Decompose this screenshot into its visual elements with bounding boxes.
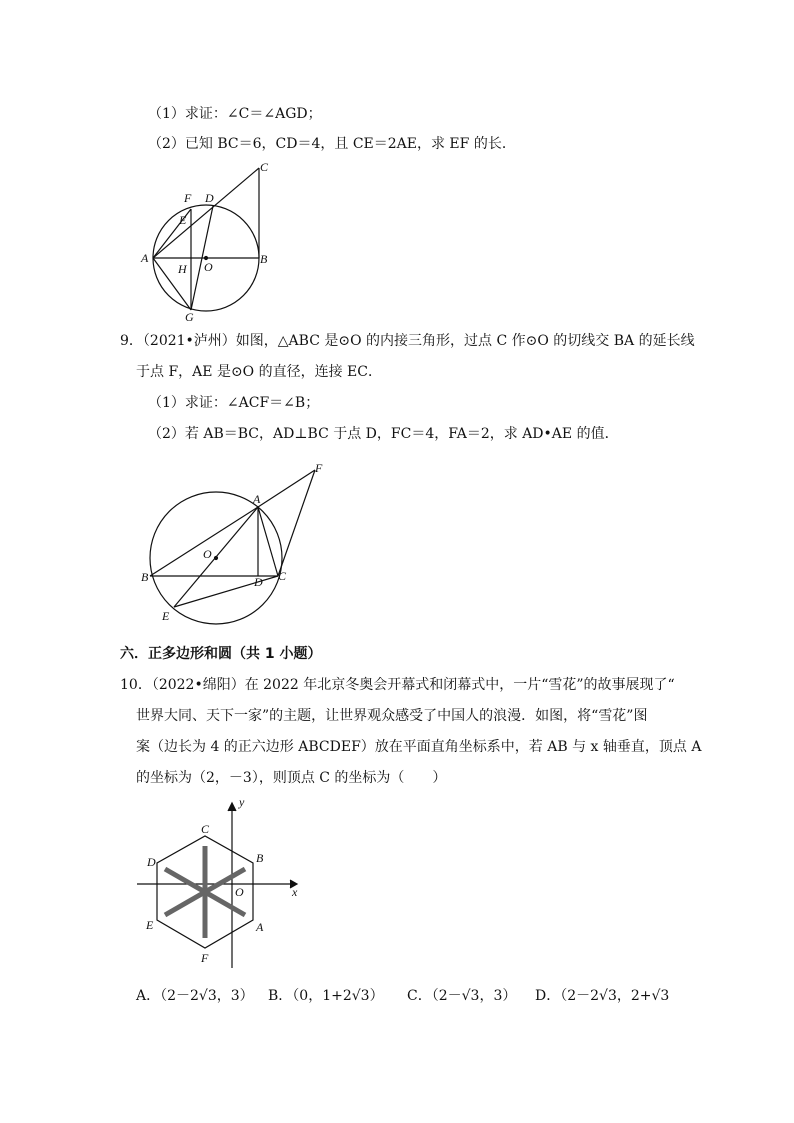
- q9-line2: 于点 F，AE 是⊙O 的直径，连接 EC．: [136, 364, 382, 380]
- q8-part2: （2）已知 BC＝6，CD＝4，且 CE＝2AE，求 EF 的长．: [148, 136, 516, 152]
- q10-label-c: C: [201, 822, 210, 836]
- q9-part2: （2）若 AB＝BC，AD⊥BC 于点 D，FC＝4，FA＝2，求 AD•AE 的值．: [148, 426, 619, 442]
- q9-figure: [135, 460, 335, 630]
- q10-label-d: D: [147, 855, 156, 869]
- section-heading: 六．正多边形和圆（共 1 小题）: [120, 646, 322, 662]
- q8-label-h: H: [178, 262, 187, 276]
- q10-line1: 10．（2022•绵阳）在 2022 年北京冬奥会开幕式和闭幕式中，一片“雪花”的故事展现了“: [120, 677, 675, 693]
- q10-line4: 的坐标为（2，－3），则顶点 C 的坐标为（ ）: [136, 770, 447, 786]
- q9-label-c: C: [278, 569, 287, 583]
- q9-label-f: F: [315, 461, 323, 475]
- option-a[interactable]: A．（2－2√3，3）: [136, 988, 254, 1004]
- q10-label-y: y: [239, 800, 245, 809]
- snowflake-icon: [165, 846, 245, 938]
- option-b[interactable]: B．（0，1+2√3）: [268, 988, 384, 1004]
- q10-line3: 案（边长为 4 的正六边形 ABCDEF）放在平面直角坐标系中，若 AB 与 x 轴垂直，顶点 A: [136, 739, 702, 755]
- q10-label-e: E: [146, 918, 154, 932]
- q8-label-b: B: [260, 252, 268, 266]
- q8-figure: [138, 158, 288, 328]
- option-c[interactable]: C．（2－√3，3）: [407, 988, 517, 1004]
- q10-label-b: B: [256, 851, 264, 865]
- option-d[interactable]: D．（2－2√3，2+√3: [535, 988, 670, 1004]
- q8-label-c: C: [260, 160, 269, 174]
- q8-label-g: G: [185, 310, 194, 324]
- q9-label-a: A: [253, 492, 261, 506]
- q8-label-e: E: [179, 213, 187, 227]
- q8-label-a: A: [141, 251, 149, 265]
- q9-label-o: O: [203, 547, 212, 561]
- q9-label-d: D: [254, 575, 263, 589]
- q9-label-e: E: [162, 609, 170, 623]
- q10-label-a: A: [256, 920, 264, 934]
- q9-part1: （1）求证：∠ACF＝∠B；: [148, 395, 320, 411]
- q10-label-o: O: [235, 885, 244, 899]
- q8-label-f: F: [184, 191, 192, 205]
- q8-label-d: D: [205, 191, 214, 205]
- q10-label-f: F: [201, 951, 209, 965]
- q9-line1: 9．（2021•泸州）如图，△ABC 是⊙O 的内接三角形，过点 C 作⊙O 的切线交 BA 的延长线: [120, 333, 695, 349]
- q10-line2: 世界大同、天下一家”的主题，让世界观众感受了中国人的浪漫．如图，将“雪花”图: [136, 708, 648, 724]
- q8-label-o: O: [204, 260, 213, 274]
- q10-figure: [135, 800, 310, 972]
- q9-label-b: B: [141, 570, 149, 584]
- q10-label-x: x: [292, 885, 298, 899]
- q8-part1: （1）求证：∠C＝∠AGD；: [148, 106, 322, 122]
